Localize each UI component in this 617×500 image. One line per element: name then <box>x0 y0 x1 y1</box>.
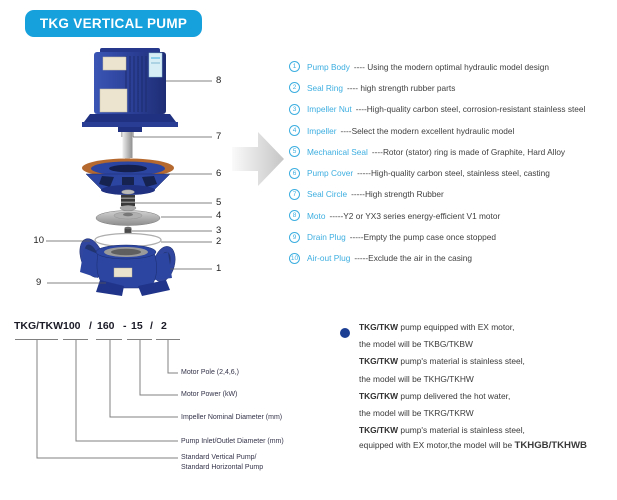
note-model-code: TKBG/TKBW <box>423 339 473 350</box>
model-separator: / <box>150 320 153 332</box>
page-title-banner <box>25 10 202 37</box>
callout-7: 7 <box>216 131 222 142</box>
note-text: pump's material is stainless steel, <box>398 425 525 436</box>
circled-number: 1 <box>289 61 300 72</box>
callout-1: 1 <box>216 263 222 274</box>
model-pole-value: 2 <box>161 320 167 332</box>
note-line <box>359 371 587 388</box>
note-text: equipped with EX motor,the model will be <box>359 440 515 451</box>
part-name: Mechanical Seal <box>307 146 368 157</box>
part-name: Drain Plug <box>307 232 346 243</box>
pump-body-illustration <box>75 236 178 296</box>
part-row-pump-body <box>289 56 585 77</box>
circled-number: 5 <box>289 146 300 157</box>
part-description: -----Exclude the air in the casing <box>354 253 472 264</box>
label-inlet-outlet: Pump Inlet/Outlet Diameter (mm) <box>181 438 284 445</box>
part-name: Seal Circle <box>307 189 348 200</box>
motor-nameplate-top <box>103 57 126 70</box>
bullet-icon <box>340 328 350 338</box>
note-model-code: TKHG/TKHW <box>423 373 474 384</box>
callout-2: 2 <box>216 236 222 247</box>
model-variant-notes <box>359 319 587 452</box>
pump-cover-illustration <box>82 159 174 196</box>
callout-4: 4 <box>216 210 222 221</box>
note-model-prefix: TKG/TKW <box>359 425 399 436</box>
note-text: the model will be <box>359 407 424 418</box>
circled-number: 7 <box>289 189 300 200</box>
right-arrow-icon <box>230 126 288 192</box>
label-motor-pole: Motor Pole (2,4,6,) <box>181 369 239 376</box>
callout-6: 6 <box>216 168 222 179</box>
part-name: Pump Body <box>307 61 350 72</box>
impeller-illustration <box>96 211 160 226</box>
callout-9: 9 <box>36 277 42 288</box>
part-row-impeller <box>289 120 585 141</box>
note-line <box>359 405 587 422</box>
part-row-pump-cover <box>289 162 585 183</box>
note-text: the model will be <box>359 373 424 384</box>
pump-body-label <box>114 268 132 277</box>
model-separator: - <box>123 320 127 332</box>
part-name: Seal Ring <box>307 82 343 93</box>
part-description: -----Empty the pump case once stopped <box>349 232 496 243</box>
circled-number: 8 <box>289 210 300 221</box>
part-name: Impeller Nut <box>307 104 352 115</box>
note-line <box>359 336 587 353</box>
part-description: ---- high strength rubber parts <box>346 82 456 93</box>
model-separator: / <box>89 320 92 332</box>
part-description: ----High-quality carbon steel, corrosion-resistant stainless steel <box>355 104 586 115</box>
note-text: pump delivered the hot water, <box>398 390 511 401</box>
part-row-seal-circle <box>289 184 585 205</box>
label-motor-power: Motor Power (kW) <box>181 391 238 398</box>
note-model-prefix: TKG/TKW <box>359 356 399 367</box>
circled-number: 10 <box>290 254 299 262</box>
part-name: Pump Cover <box>307 168 354 179</box>
label-impeller-diameter: Impeller Nominal Diameter (mm) <box>181 414 283 421</box>
callout-3: 3 <box>216 225 222 236</box>
part-description: ----Select the modern excellent hydraulic model <box>340 125 515 136</box>
part-name: Impeller <box>307 125 337 136</box>
callout-5: 5 <box>216 197 222 208</box>
model-impeller-value: 160 <box>97 320 115 332</box>
motor-sticker <box>149 53 162 77</box>
part-description: -----Y2 or YX3 series energy-efficient V1 motor <box>329 210 501 221</box>
parts-legend <box>289 56 585 269</box>
part-row-drain-plug <box>289 226 585 247</box>
note-line <box>359 388 587 405</box>
page-title: TKG VERTICAL PUMP <box>39 16 188 31</box>
seal-ring-illustration <box>95 234 161 247</box>
note-line <box>359 439 587 452</box>
note-line <box>359 319 587 336</box>
label-standard-vertical: Standard Vertical Pump/ <box>181 454 257 461</box>
label-standard-horizontal: Standard Horizontal Pump <box>181 464 264 471</box>
note-text: pump equipped with EX motor, <box>398 322 515 332</box>
part-description: ----Rotor (stator) ring is made of Graphite, Hard Alloy <box>371 146 566 157</box>
note-line <box>359 353 587 370</box>
note-model-prefix: TKG/TKW <box>359 390 399 401</box>
motor-illustration <box>82 48 178 132</box>
model-prefix: TKG/TKW <box>14 320 63 332</box>
part-row-motor <box>289 205 585 226</box>
part-name: Moto <box>307 210 326 221</box>
model-power-value: 15 <box>131 320 143 332</box>
part-row-mechanical-seal <box>289 141 585 162</box>
part-description: -----High-quality carbon steel, stainless steel, casting <box>357 168 550 179</box>
part-name: Air-out Plug <box>307 253 351 264</box>
note-model-code: TKRG/TKRW <box>423 407 474 418</box>
mechanical-seal-illustration <box>120 190 136 211</box>
part-row-air-out-plug <box>289 248 585 269</box>
pump-exploded-diagram <box>18 40 228 310</box>
circled-number: 2 <box>289 82 300 93</box>
note-model-prefix: TKG/TKW <box>359 322 399 332</box>
impeller-nut-illustration <box>125 227 132 234</box>
part-row-seal-ring <box>289 77 585 98</box>
circled-number: 9 <box>289 232 300 243</box>
note-text: the model will be <box>359 339 424 350</box>
motor-nameplate-bottom <box>100 89 127 112</box>
circled-number: 6 <box>289 168 300 179</box>
note-model-code: TKHGB/TKHWB <box>514 440 587 452</box>
part-row-impeller-nut <box>289 99 585 120</box>
part-description: ---- Using the modern optimal hydraulic model design <box>353 61 549 72</box>
part-description: -----High strength Rubber <box>351 189 444 200</box>
model-connector-lines <box>0 340 310 480</box>
callout-8: 8 <box>216 75 222 86</box>
callout-10: 10 <box>33 235 44 246</box>
note-text: pump's material is stainless steel, <box>398 356 525 367</box>
note-line <box>359 422 587 439</box>
model-inlet-value: 100 <box>63 320 81 332</box>
circled-number: 4 <box>289 125 300 136</box>
circled-number: 3 <box>289 104 300 115</box>
